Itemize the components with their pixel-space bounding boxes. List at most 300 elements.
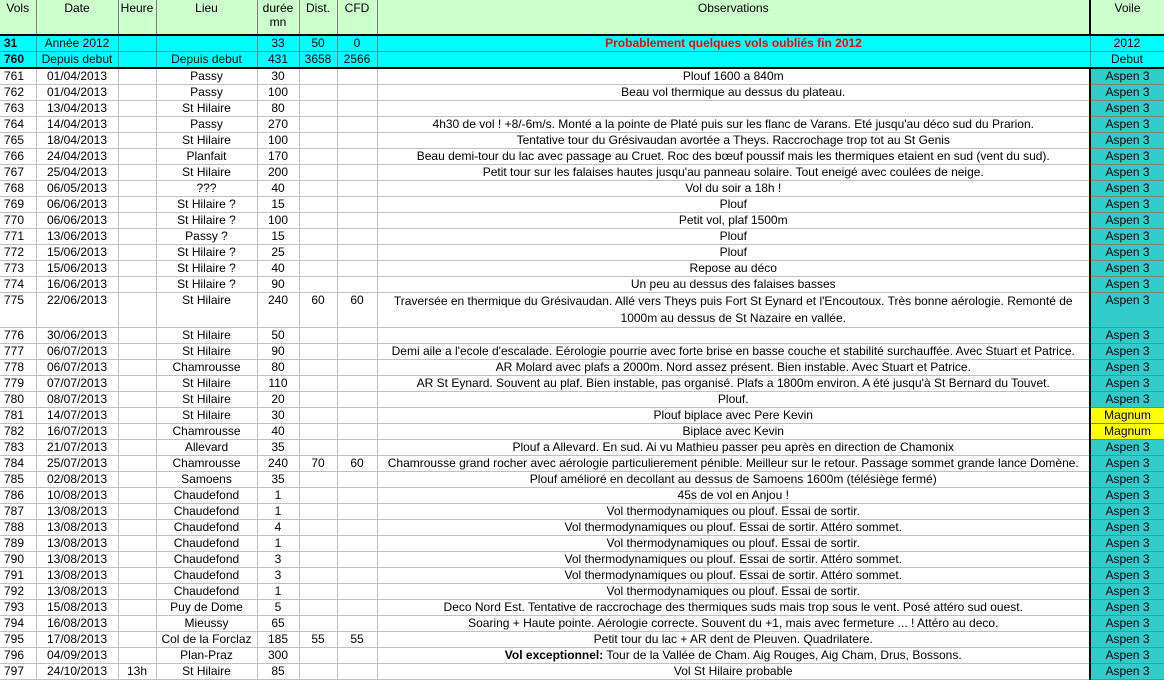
cfd-cell[interactable]	[337, 328, 377, 344]
lieu-cell[interactable]: Chaudefond	[156, 536, 257, 552]
date-cell[interactable]: 01/04/2013	[36, 68, 118, 85]
dist-cell[interactable]	[299, 165, 337, 181]
date-cell[interactable]: 04/09/2013	[36, 648, 118, 664]
dist-cell[interactable]	[299, 101, 337, 117]
summary-dist-cell[interactable]: 50	[299, 35, 337, 52]
observation-cell[interactable]: Petit tour sur les falaises hautes jusqu'au panneau solaire. Tout eneigé avec coulées de neige.	[377, 165, 1090, 181]
date-cell[interactable]: 06/07/2013	[36, 344, 118, 360]
voile-cell[interactable]: Aspen 3	[1090, 229, 1164, 245]
vols-cell[interactable]: 765	[0, 133, 36, 149]
heure-cell[interactable]: 13h	[118, 664, 156, 680]
cfd-cell[interactable]	[337, 133, 377, 149]
date-cell[interactable]: 16/06/2013	[36, 277, 118, 293]
cfd-cell[interactable]: 60	[337, 456, 377, 472]
lieu-cell[interactable]: Mieussy	[156, 616, 257, 632]
voile-cell[interactable]: Aspen 3	[1090, 488, 1164, 504]
vols-cell[interactable]: 774	[0, 277, 36, 293]
observation-cell[interactable]: Plouf 1600 a 840m	[377, 68, 1090, 85]
cfd-cell[interactable]	[337, 600, 377, 616]
voile-cell[interactable]: Aspen 3	[1090, 664, 1164, 680]
cfd-cell[interactable]	[337, 165, 377, 181]
vols-cell[interactable]: 769	[0, 197, 36, 213]
vols-cell[interactable]: 793	[0, 600, 36, 616]
summary-heure-cell[interactable]	[118, 52, 156, 69]
date-cell[interactable]: 06/06/2013	[36, 213, 118, 229]
dist-cell[interactable]	[299, 520, 337, 536]
duree-cell[interactable]: 1	[257, 488, 299, 504]
dist-cell[interactable]	[299, 344, 337, 360]
dist-cell[interactable]	[299, 360, 337, 376]
dist-cell[interactable]	[299, 552, 337, 568]
lieu-cell[interactable]: St Hilaire	[156, 392, 257, 408]
cfd-cell[interactable]	[337, 245, 377, 261]
dist-cell[interactable]	[299, 261, 337, 277]
cfd-cell[interactable]	[337, 149, 377, 165]
header-voile[interactable]: Voile	[1090, 0, 1164, 35]
vols-cell[interactable]: 786	[0, 488, 36, 504]
voile-cell[interactable]: Aspen 3	[1090, 165, 1164, 181]
voile-cell[interactable]: Aspen 3	[1090, 392, 1164, 408]
dist-cell[interactable]	[299, 181, 337, 197]
duree-cell[interactable]: 100	[257, 133, 299, 149]
heure-cell[interactable]	[118, 536, 156, 552]
observation-cell[interactable]: Beau demi-tour du lac avec passage au Cruet. Roc des bœuf poussif mais les thermiques etaient en sud (vent du sud).	[377, 149, 1090, 165]
duree-cell[interactable]: 240	[257, 456, 299, 472]
heure-cell[interactable]	[118, 229, 156, 245]
summary-cfd-cell[interactable]: 2566	[337, 52, 377, 69]
voile-cell[interactable]: Aspen 3	[1090, 440, 1164, 456]
date-cell[interactable]: 08/07/2013	[36, 392, 118, 408]
observation-cell[interactable]: Vol thermodynamiques ou plouf. Essai de sortir. Attéro sommet.	[377, 568, 1090, 584]
vols-cell[interactable]: 779	[0, 376, 36, 392]
date-cell[interactable]: 06/05/2013	[36, 181, 118, 197]
header-lieu[interactable]: Lieu	[156, 0, 257, 35]
summary-voile-cell[interactable]: 2012	[1090, 35, 1164, 52]
heure-cell[interactable]	[118, 68, 156, 85]
summary-vols-cell[interactable]: 31	[0, 35, 36, 52]
dist-cell[interactable]	[299, 277, 337, 293]
lieu-cell[interactable]: Passy	[156, 68, 257, 85]
date-cell[interactable]: 10/08/2013	[36, 488, 118, 504]
vols-cell[interactable]: 776	[0, 328, 36, 344]
date-cell[interactable]: 24/10/2013	[36, 664, 118, 680]
cfd-cell[interactable]	[337, 376, 377, 392]
duree-cell[interactable]: 30	[257, 408, 299, 424]
lieu-cell[interactable]: St Hilaire	[156, 293, 257, 328]
summary-lieu-cell[interactable]: Depuis debut	[156, 52, 257, 69]
dist-cell[interactable]	[299, 568, 337, 584]
duree-cell[interactable]: 40	[257, 181, 299, 197]
duree-cell[interactable]: 40	[257, 261, 299, 277]
lieu-cell[interactable]: Planfait	[156, 149, 257, 165]
date-cell[interactable]: 07/07/2013	[36, 376, 118, 392]
heure-cell[interactable]	[118, 616, 156, 632]
summary-obs-cell[interactable]	[377, 52, 1090, 69]
lieu-cell[interactable]: Plan-Praz	[156, 648, 257, 664]
cfd-cell[interactable]	[337, 261, 377, 277]
date-cell[interactable]: 15/06/2013	[36, 245, 118, 261]
observation-cell[interactable]: Beau vol thermique au dessus du plateau.	[377, 85, 1090, 101]
date-cell[interactable]: 25/07/2013	[36, 456, 118, 472]
summary-duree-cell[interactable]: 431	[257, 52, 299, 69]
vols-cell[interactable]: 782	[0, 424, 36, 440]
date-cell[interactable]: 13/08/2013	[36, 568, 118, 584]
voile-cell[interactable]: Aspen 3	[1090, 568, 1164, 584]
lieu-cell[interactable]: St Hilaire ?	[156, 261, 257, 277]
heure-cell[interactable]	[118, 328, 156, 344]
voile-cell[interactable]: Aspen 3	[1090, 68, 1164, 85]
dist-cell[interactable]	[299, 133, 337, 149]
observation-cell[interactable]: Plouf.	[377, 392, 1090, 408]
observation-cell[interactable]: Plouf amélioré en decollant au dessus de Samoens 1600m (télésiège fermé)	[377, 472, 1090, 488]
vols-cell[interactable]: 773	[0, 261, 36, 277]
duree-cell[interactable]: 35	[257, 440, 299, 456]
header-cfd[interactable]: CFD	[337, 0, 377, 35]
vols-cell[interactable]: 784	[0, 456, 36, 472]
voile-cell[interactable]: Aspen 3	[1090, 536, 1164, 552]
lieu-cell[interactable]: St Hilaire ?	[156, 277, 257, 293]
vols-cell[interactable]: 787	[0, 504, 36, 520]
cfd-cell[interactable]	[337, 504, 377, 520]
lieu-cell[interactable]: Puy de Dome	[156, 600, 257, 616]
observation-cell[interactable]	[377, 328, 1090, 344]
date-cell[interactable]: 14/04/2013	[36, 117, 118, 133]
duree-cell[interactable]: 300	[257, 648, 299, 664]
heure-cell[interactable]	[118, 440, 156, 456]
cfd-cell[interactable]	[337, 408, 377, 424]
cfd-cell[interactable]	[337, 616, 377, 632]
voile-cell[interactable]: Aspen 3	[1090, 648, 1164, 664]
summary-obs-cell[interactable]: Probablement quelques vols oubliés fin 2012	[377, 35, 1090, 52]
voile-cell[interactable]: Magnum	[1090, 408, 1164, 424]
heure-cell[interactable]	[118, 376, 156, 392]
vols-cell[interactable]: 772	[0, 245, 36, 261]
vols-cell[interactable]: 763	[0, 101, 36, 117]
heure-cell[interactable]	[118, 293, 156, 328]
dist-cell[interactable]	[299, 85, 337, 101]
duree-cell[interactable]: 3	[257, 552, 299, 568]
voile-cell[interactable]: Aspen 3	[1090, 552, 1164, 568]
dist-cell[interactable]	[299, 536, 337, 552]
cfd-cell[interactable]	[337, 85, 377, 101]
duree-cell[interactable]: 170	[257, 149, 299, 165]
duree-cell[interactable]: 80	[257, 360, 299, 376]
duree-cell[interactable]: 65	[257, 616, 299, 632]
lieu-cell[interactable]: Chaudefond	[156, 520, 257, 536]
voile-cell[interactable]: Aspen 3	[1090, 632, 1164, 648]
vols-cell[interactable]: 795	[0, 632, 36, 648]
dist-cell[interactable]	[299, 245, 337, 261]
lieu-cell[interactable]: Col de la Forclaz	[156, 632, 257, 648]
dist-cell[interactable]	[299, 213, 337, 229]
dist-cell[interactable]	[299, 424, 337, 440]
observation-cell[interactable]: Vol du soir a 18h !	[377, 181, 1090, 197]
heure-cell[interactable]	[118, 584, 156, 600]
summary-cfd-cell[interactable]: 0	[337, 35, 377, 52]
heure-cell[interactable]	[118, 520, 156, 536]
cfd-cell[interactable]	[337, 488, 377, 504]
heure-cell[interactable]	[118, 165, 156, 181]
lieu-cell[interactable]: Chaudefond	[156, 568, 257, 584]
cfd-cell[interactable]	[337, 648, 377, 664]
vols-cell[interactable]: 770	[0, 213, 36, 229]
lieu-cell[interactable]: St Hilaire ?	[156, 245, 257, 261]
dist-cell[interactable]	[299, 440, 337, 456]
duree-cell[interactable]: 1	[257, 536, 299, 552]
voile-cell[interactable]: Aspen 3	[1090, 213, 1164, 229]
vols-cell[interactable]: 785	[0, 472, 36, 488]
date-cell[interactable]: 13/04/2013	[36, 101, 118, 117]
observation-cell[interactable]: Deco Nord Est. Tentative de raccrochage des thermiques suds mais trop sous le vent. Posé attéro sud ouest.	[377, 600, 1090, 616]
date-cell[interactable]: 25/04/2013	[36, 165, 118, 181]
vols-cell[interactable]: 788	[0, 520, 36, 536]
vols-cell[interactable]: 777	[0, 344, 36, 360]
heure-cell[interactable]	[118, 600, 156, 616]
vols-cell[interactable]: 775	[0, 293, 36, 328]
summary-date-cell[interactable]: Année 2012	[36, 35, 118, 52]
voile-cell[interactable]: Aspen 3	[1090, 600, 1164, 616]
cfd-cell[interactable]	[337, 568, 377, 584]
dist-cell[interactable]	[299, 376, 337, 392]
observation-cell[interactable]: Traversée en thermique du Grésivaudan. Allé vers Theys puis Fort St Eynard et l'Encoutoux. Très bonne aérologie. Remonté de 1000m au dessus de St Nazaire en vallée.	[377, 293, 1090, 328]
header-duree[interactable]	[257, 0, 299, 35]
lieu-cell[interactable]: Passy	[156, 85, 257, 101]
heure-cell[interactable]	[118, 488, 156, 504]
duree-cell[interactable]: 20	[257, 392, 299, 408]
dist-cell[interactable]	[299, 600, 337, 616]
vols-cell[interactable]: 796	[0, 648, 36, 664]
date-cell[interactable]: 06/06/2013	[36, 197, 118, 213]
duree-cell[interactable]: 15	[257, 229, 299, 245]
cfd-cell[interactable]	[337, 277, 377, 293]
dist-cell[interactable]	[299, 68, 337, 85]
lieu-cell[interactable]: Chaudefond	[156, 504, 257, 520]
duree-cell[interactable]: 90	[257, 277, 299, 293]
date-cell[interactable]: 15/08/2013	[36, 600, 118, 616]
observation-cell[interactable]: Plouf	[377, 197, 1090, 213]
observation-cell[interactable]: Vol thermodynamiques ou plouf. Essai de sortir.	[377, 504, 1090, 520]
header-observations[interactable]: Observations	[377, 0, 1090, 35]
observation-cell[interactable]: Un peu au dessus des falaises basses	[377, 277, 1090, 293]
voile-cell[interactable]: Aspen 3	[1090, 117, 1164, 133]
observation-cell[interactable]: Vol St Hilaire probable	[377, 664, 1090, 680]
dist-cell[interactable]	[299, 197, 337, 213]
observation-cell[interactable]: Chamrousse grand rocher avec aérologie particulierement pénible. Meilleur sur le retour. Passage sommet grande lance Domène.	[377, 456, 1090, 472]
dist-cell[interactable]	[299, 117, 337, 133]
cfd-cell[interactable]	[337, 360, 377, 376]
dist-cell[interactable]	[299, 472, 337, 488]
header-date[interactable]: Date	[36, 0, 118, 35]
voile-cell[interactable]: Aspen 3	[1090, 101, 1164, 117]
heure-cell[interactable]	[118, 568, 156, 584]
summary-lieu-cell[interactable]	[156, 35, 257, 52]
voile-cell[interactable]: Aspen 3	[1090, 245, 1164, 261]
vols-cell[interactable]: 794	[0, 616, 36, 632]
vols-cell[interactable]: 766	[0, 149, 36, 165]
duree-cell[interactable]: 15	[257, 197, 299, 213]
heure-cell[interactable]	[118, 101, 156, 117]
vols-cell[interactable]: 792	[0, 584, 36, 600]
heure-cell[interactable]	[118, 648, 156, 664]
heure-cell[interactable]	[118, 456, 156, 472]
voile-cell[interactable]: Aspen 3	[1090, 261, 1164, 277]
dist-cell[interactable]	[299, 504, 337, 520]
lieu-cell[interactable]: Allevard	[156, 440, 257, 456]
vols-cell[interactable]: 790	[0, 552, 36, 568]
date-cell[interactable]: 15/06/2013	[36, 261, 118, 277]
heure-cell[interactable]	[118, 277, 156, 293]
summary-dist-cell[interactable]: 3658	[299, 52, 337, 69]
header-dist[interactable]: Dist.	[299, 0, 337, 35]
heure-cell[interactable]	[118, 261, 156, 277]
voile-cell[interactable]: Aspen 3	[1090, 344, 1164, 360]
summary-vols-cell[interactable]: 760	[0, 52, 36, 69]
observation-cell[interactable]: Biplace avec Kevin	[377, 424, 1090, 440]
duree-cell[interactable]: 30	[257, 68, 299, 85]
heure-cell[interactable]	[118, 408, 156, 424]
heure-cell[interactable]	[118, 181, 156, 197]
vols-cell[interactable]: 797	[0, 664, 36, 680]
lieu-cell[interactable]: Chaudefond	[156, 488, 257, 504]
vols-cell[interactable]: 768	[0, 181, 36, 197]
cfd-cell[interactable]	[337, 536, 377, 552]
heure-cell[interactable]	[118, 213, 156, 229]
voile-cell[interactable]: Aspen 3	[1090, 472, 1164, 488]
date-cell[interactable]: 02/08/2013	[36, 472, 118, 488]
lieu-cell[interactable]: St Hilaire	[156, 664, 257, 680]
lieu-cell[interactable]: ???	[156, 181, 257, 197]
vols-cell[interactable]: 761	[0, 68, 36, 85]
date-cell[interactable]: 16/07/2013	[36, 424, 118, 440]
cfd-cell[interactable]	[337, 424, 377, 440]
voile-cell[interactable]: Aspen 3	[1090, 328, 1164, 344]
observation-cell[interactable]: Plouf	[377, 245, 1090, 261]
observation-cell[interactable]: Petit vol, plaf 1500m	[377, 213, 1090, 229]
voile-cell[interactable]: Magnum	[1090, 424, 1164, 440]
duree-cell[interactable]: 90	[257, 344, 299, 360]
duree-cell[interactable]: 5	[257, 600, 299, 616]
duree-cell[interactable]: 110	[257, 376, 299, 392]
duree-cell[interactable]: 200	[257, 165, 299, 181]
observation-cell[interactable]: Soaring + Haute pointe. Aérologie correcte. Souvent du +1, mais avec fermeture ... ! Attéro au deco.	[377, 616, 1090, 632]
lieu-cell[interactable]: St Hilaire	[156, 408, 257, 424]
date-cell[interactable]: 22/06/2013	[36, 293, 118, 328]
observation-cell[interactable]: Vol thermodynamiques ou plouf. Essai de sortir. Attéro sommet.	[377, 552, 1090, 568]
vols-cell[interactable]: 771	[0, 229, 36, 245]
duree-cell[interactable]: 185	[257, 632, 299, 648]
voile-cell[interactable]: Aspen 3	[1090, 85, 1164, 101]
voile-cell[interactable]: Aspen 3	[1090, 181, 1164, 197]
vols-cell[interactable]: 778	[0, 360, 36, 376]
dist-cell[interactable]	[299, 488, 337, 504]
cfd-cell[interactable]	[337, 68, 377, 85]
voile-cell[interactable]: Aspen 3	[1090, 504, 1164, 520]
date-cell[interactable]: 14/07/2013	[36, 408, 118, 424]
date-cell[interactable]: 17/08/2013	[36, 632, 118, 648]
date-cell[interactable]: 01/04/2013	[36, 85, 118, 101]
vols-cell[interactable]: 791	[0, 568, 36, 584]
observation-cell[interactable]: Plouf a Allevard. En sud. Ai vu Mathieu passer peu après en direction de Chamonix	[377, 440, 1090, 456]
lieu-cell[interactable]: St Hilaire	[156, 328, 257, 344]
duree-cell[interactable]: 4	[257, 520, 299, 536]
observation-cell[interactable]: Repose au déco	[377, 261, 1090, 277]
date-cell[interactable]: 13/08/2013	[36, 520, 118, 536]
dist-cell[interactable]	[299, 328, 337, 344]
duree-cell[interactable]: 25	[257, 245, 299, 261]
duree-cell[interactable]: 240	[257, 293, 299, 328]
voile-cell[interactable]: Aspen 3	[1090, 520, 1164, 536]
observation-cell[interactable]: Vol thermodynamiques ou plouf. Essai de sortir. Attéro sommet.	[377, 520, 1090, 536]
date-cell[interactable]: 24/04/2013	[36, 149, 118, 165]
cfd-cell[interactable]	[337, 101, 377, 117]
cfd-cell[interactable]	[337, 117, 377, 133]
observation-cell[interactable]: 45s de vol en Anjou !	[377, 488, 1090, 504]
heure-cell[interactable]	[118, 149, 156, 165]
voile-cell[interactable]: Aspen 3	[1090, 133, 1164, 149]
duree-cell[interactable]: 100	[257, 213, 299, 229]
lieu-cell[interactable]: Passy	[156, 117, 257, 133]
date-cell[interactable]: 16/08/2013	[36, 616, 118, 632]
lieu-cell[interactable]: Chamrousse	[156, 456, 257, 472]
date-cell[interactable]: 21/07/2013	[36, 440, 118, 456]
date-cell[interactable]: 18/04/2013	[36, 133, 118, 149]
cfd-cell[interactable]	[337, 197, 377, 213]
voile-cell[interactable]: Aspen 3	[1090, 584, 1164, 600]
duree-cell[interactable]: 85	[257, 664, 299, 680]
lieu-cell[interactable]: St Hilaire	[156, 101, 257, 117]
observation-cell[interactable]	[377, 101, 1090, 117]
heure-cell[interactable]	[118, 424, 156, 440]
observation-cell[interactable]: Plouf biplace avec Pere Kevin	[377, 408, 1090, 424]
heure-cell[interactable]	[118, 245, 156, 261]
duree-cell[interactable]: 3	[257, 568, 299, 584]
lieu-cell[interactable]: Passy ?	[156, 229, 257, 245]
dist-cell[interactable]: 60	[299, 293, 337, 328]
observation-cell[interactable]: Plouf	[377, 229, 1090, 245]
summary-date-cell[interactable]: Depuis debut	[36, 52, 118, 69]
lieu-cell[interactable]: St Hilaire	[156, 376, 257, 392]
lieu-cell[interactable]: St Hilaire	[156, 165, 257, 181]
vols-cell[interactable]: 780	[0, 392, 36, 408]
vols-cell[interactable]: 789	[0, 536, 36, 552]
voile-cell[interactable]: Aspen 3	[1090, 616, 1164, 632]
cfd-cell[interactable]	[337, 213, 377, 229]
heure-cell[interactable]	[118, 552, 156, 568]
vols-cell[interactable]: 767	[0, 165, 36, 181]
summary-heure-cell[interactable]	[118, 35, 156, 52]
cfd-cell[interactable]	[337, 344, 377, 360]
heure-cell[interactable]	[118, 344, 156, 360]
heure-cell[interactable]	[118, 632, 156, 648]
heure-cell[interactable]	[118, 472, 156, 488]
dist-cell[interactable]	[299, 664, 337, 680]
cfd-cell[interactable]	[337, 440, 377, 456]
date-cell[interactable]: 13/08/2013	[36, 552, 118, 568]
duree-cell[interactable]: 80	[257, 101, 299, 117]
cfd-cell[interactable]: 55	[337, 632, 377, 648]
header-vols[interactable]: Vols	[0, 0, 36, 35]
voile-cell[interactable]: Aspen 3	[1090, 456, 1164, 472]
dist-cell[interactable]	[299, 149, 337, 165]
duree-cell[interactable]: 100	[257, 85, 299, 101]
dist-cell[interactable]	[299, 648, 337, 664]
duree-cell[interactable]: 270	[257, 117, 299, 133]
lieu-cell[interactable]: Chaudefond	[156, 552, 257, 568]
heure-cell[interactable]	[118, 133, 156, 149]
lieu-cell[interactable]: St Hilaire ?	[156, 197, 257, 213]
cfd-cell[interactable]	[337, 664, 377, 680]
cfd-cell[interactable]	[337, 181, 377, 197]
